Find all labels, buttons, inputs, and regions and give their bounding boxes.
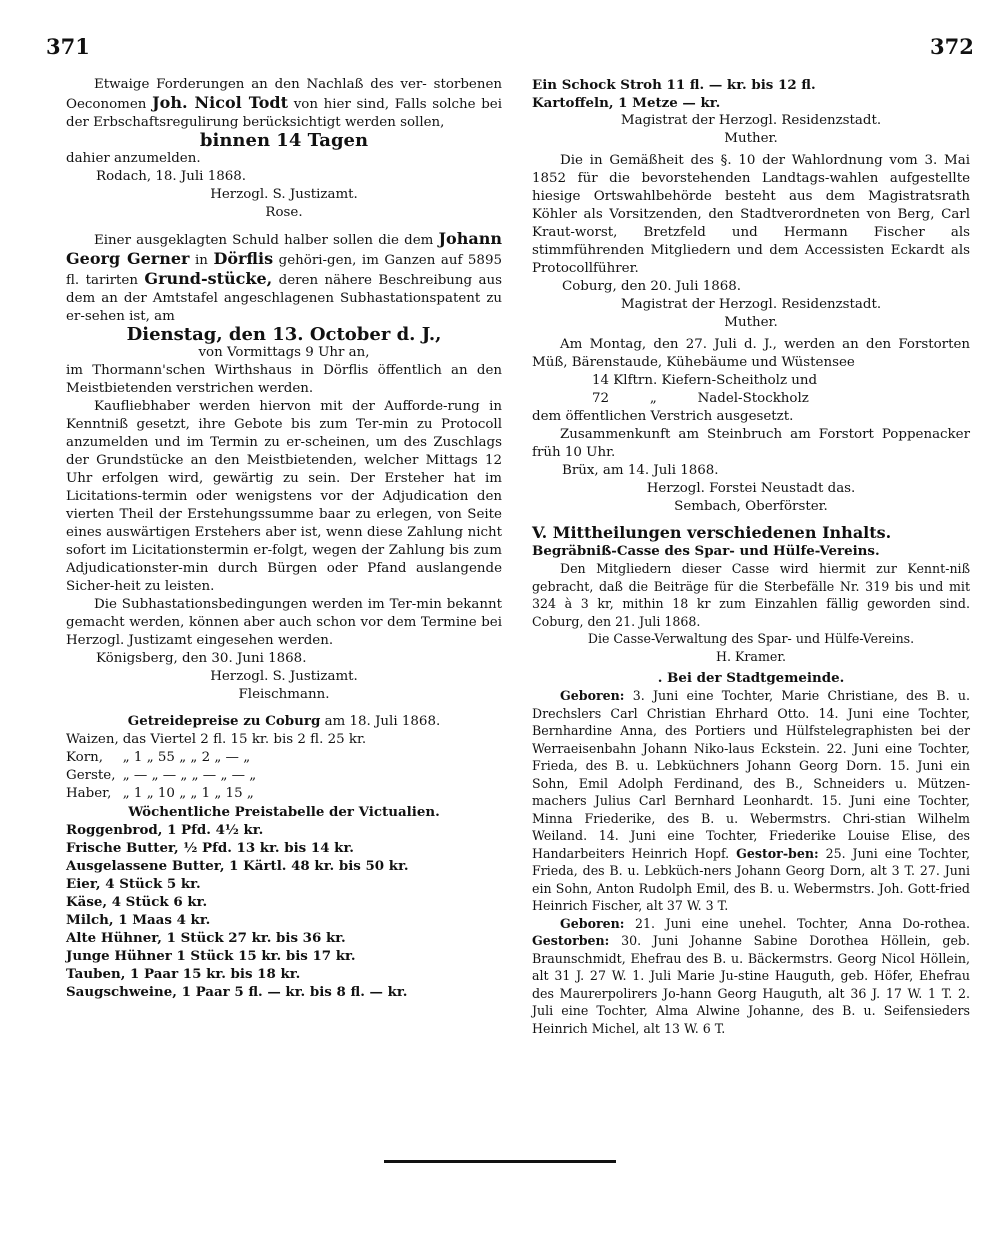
births-label: Geboren: bbox=[560, 688, 625, 703]
page-number-right: 372 bbox=[930, 34, 974, 59]
births-label: Geboren: bbox=[560, 915, 625, 931]
grain-name: Haber, bbox=[66, 786, 112, 801]
grain-name: Waizen, bbox=[66, 732, 119, 747]
auction-line: in bbox=[195, 253, 208, 268]
registry-entries bbox=[532, 687, 970, 915]
auction-time: von Vormittags 9 Uhr an, bbox=[198, 345, 370, 360]
auction-location: im Thormann'schen Wirthshaus in Dörflis öffentlich an den Meistbietenden verstrichen werden. bbox=[66, 363, 502, 396]
estate-signer: Rose. bbox=[265, 205, 303, 220]
estate-notice-line: Etwaige Forderungen an den Nachlaß des ver- bbox=[94, 77, 427, 92]
right-column bbox=[532, 76, 970, 1037]
list-item: Frische Butter, ½ Pfd. 13 kr. bis 14 kr. bbox=[66, 840, 354, 856]
election-signer: Muther. bbox=[724, 315, 778, 330]
auction-office: Herzogl. S. Justizamt. bbox=[210, 669, 358, 684]
forest-item-qty: 72 bbox=[592, 391, 610, 406]
grain-title-date: am 18. Juli 1868. bbox=[324, 714, 441, 729]
grain-name: Gerste, bbox=[66, 768, 116, 783]
grain-price: „ — „ — „ „ — „ — „ bbox=[122, 768, 257, 783]
forest-meeting: Zusammenkunft am Steinbruch am Forstort Poppenacker früh 10 Uhr. bbox=[532, 427, 970, 460]
forest-item bbox=[532, 390, 970, 408]
potato-price: Kartoffeln, 1 Metze — kr. bbox=[532, 95, 721, 111]
property-name: Grund-stücke, bbox=[144, 269, 273, 288]
table-row bbox=[66, 767, 370, 785]
left-column bbox=[66, 76, 502, 1001]
list-item: Roggenbrod, 1 Pfd. 4½ kr. bbox=[66, 822, 264, 838]
election-office: Magistrat der Herzogl. Residenzstadt. bbox=[620, 297, 882, 312]
list-item: Alte Hühner, 1 Stück 27 kr. bis 36 kr. bbox=[66, 930, 346, 946]
forest-signer: Sembach, Oberförster. bbox=[674, 499, 828, 514]
auction-signer: Fleischmann. bbox=[238, 687, 330, 702]
deaths-label: Gestor-ben: bbox=[736, 845, 819, 861]
births-text: 21. Juni eine unehel. Tochter, Anna Do-rothea. bbox=[635, 915, 970, 931]
auction-notice-text bbox=[66, 230, 502, 326]
section-subtitle: Begräbniß-Casse des Spar- und Hülfe-Vereins. bbox=[532, 543, 880, 559]
owner-name: Johann Georg Gerner bbox=[66, 229, 502, 268]
forest-item: 14 Klftrn. Kiefern-Scheitholz und bbox=[592, 373, 818, 388]
election-place-date: Coburg, den 20. Juli 1868. bbox=[562, 279, 742, 294]
grain-price: „ 1 „ 55 „ „ 2 „ — „ bbox=[122, 750, 251, 765]
table-row bbox=[66, 731, 370, 749]
forest-notice: Am Montag, den 27. Juli d. J., werden an den Forstorten Müß, Bärenstaude, Kühebäume und Wüstensee bbox=[532, 337, 970, 370]
auction-line: gehöri-gen, im Ganzen auf 5895 fl. tarirten bbox=[66, 253, 502, 288]
burial-fund-notice: Den Mitgliedern dieser Casse wird hiermit zur Kennt-niß gebracht, daß die Beiträge für die Sterbefälle Nr. 319 bis und mit 324 à 3 kr, mithin 18 kr zum Einzahlen fällig geworden sind. Coburg, den 21. Juli 1868. bbox=[532, 561, 970, 629]
victuals-list bbox=[66, 821, 502, 1001]
list-item: Junge Hühner 1 Stück 15 kr. bis 17 kr. bbox=[66, 948, 356, 964]
deadline-heading: binnen 14 Tagen bbox=[199, 130, 369, 151]
grain-price: das Viertel 2 fl. 15 kr. bis 2 fl. 25 kr. bbox=[122, 732, 367, 747]
grain-price: „ 1 „ 10 „ „ 1 „ 15 „ bbox=[122, 786, 254, 801]
list-item: Tauben, 1 Paar 15 kr. bis 18 kr. bbox=[66, 966, 301, 982]
estate-notice-line: von hier sind, Falls solche bei der Erbschaftsregulirung berücksichtigt werden sollen, bbox=[66, 97, 502, 130]
registry-entries-2 bbox=[532, 915, 970, 1038]
magistrate-office: Magistrat der Herzogl. Residenzstadt. bbox=[620, 113, 882, 128]
victuals-title: Wöchentliche Preistabelle der Victualien. bbox=[128, 804, 440, 820]
auction-terms: Kaufliebhaber werden hiervon mit der Aufforde-rung in Kenntniß gesetzt, ihre Gebote bis zum Ter-min zu Protocoll anzumelden und im Termin zu er-scheinen, um des Zuschlags der Grundstücke an den Meistbietenden, welcher Mittags 12 Uhr erfolgen wird, gewärtig zu sein. Der Ersteher hat im Licitations-termin oder wenigstens vor der Adjudication den vierten Theil der Erstehungssumme baar zu erlegen, von Seite eines auswärtigen Erstehers aber ist, wenn diese Zahlung nicht sofort im Licitationstermin er-folgt, wegen der Zahlung bis zum Adjudicationster-min durch Bürgen oder Pfand auslangende Sicher-heit zu leisten. bbox=[66, 399, 502, 594]
registry-title: . Bei der Stadtgemeinde. bbox=[657, 670, 845, 686]
auction-conditions: Die Subhastationsbedingungen werden im Ter-min bekannt gemacht werden, können aber auch schon vor dem Termine bei Herzogl. Justizamt eingesehen werden. bbox=[66, 597, 502, 648]
section-title: V. Mittheilungen verschiedenen Inhalts. bbox=[532, 523, 892, 542]
forest-item-kind: Nadel-Stockholz bbox=[697, 391, 809, 406]
list-item: Ausgelassene Butter, 1 Kärtl. 48 kr. bis 50 kr. bbox=[66, 858, 409, 874]
auction-line: Einer ausgeklagten Schuld halber sollen die dem bbox=[94, 233, 434, 248]
estate-place-date: Rodach, 18. Juli 1868. bbox=[96, 169, 247, 184]
estate-office: Herzogl. S. Justizamt. bbox=[210, 187, 358, 202]
deaths-label: Gestorben: bbox=[532, 933, 610, 948]
page-end-rule bbox=[384, 1160, 616, 1163]
burial-fund-signer: H. Kramer. bbox=[716, 648, 786, 664]
list-item: Saugschweine, 1 Paar 5 fl. — kr. bis 8 fl. — kr. bbox=[66, 984, 408, 1000]
list-item: Eier, 4 Stück 5 kr. bbox=[66, 876, 201, 892]
births-text: 3. Juni eine Tochter, Marie Christiane, des B. u. Drechslers Carl Christian Ehrhard Otto. 14. Juni eine Tochter, Bernhardine Anna, des Portiers und Hülfstelegraphisten bei der Werraeisenbahn Johann Niko-laus Eckstein. 22. Juni eine Tochter, Frieda, des B. u. Lebküchners Johann Georg Dorn. 15. Juni ein Sohn, Emil Adolph Ferdinand, des B., Schneiders u. Mützen-machers Julius Carl Bernhard Leonhardt. 15. Juni eine Tochter, Minna Friederike, des B. u. Webermstrs. Chri-stian Wilhelm Weiland. 14. Juni eine Tochter, Friederike Louise Elise, des Handarbeiters Heinrich Hopf. bbox=[532, 688, 970, 861]
forest-office: Herzogl. Forstei Neustadt das. bbox=[646, 481, 856, 496]
grain-name: Korn, bbox=[66, 750, 103, 765]
list-item: Milch, 1 Maas 4 kr. bbox=[66, 912, 211, 928]
list-item: Käse, 4 Stück 6 kr. bbox=[66, 894, 208, 910]
forest-place-date: Brüx, am 14. Juli 1868. bbox=[562, 463, 719, 478]
village-name: Dörflis bbox=[213, 249, 274, 268]
grain-prices-title bbox=[66, 712, 502, 731]
magistrate-signer: Muther. bbox=[724, 131, 778, 146]
table-row bbox=[66, 785, 370, 803]
deaths-text: 30. Juni Johanne Sabine Dorothea Höllein, geb. Braunschmidt, Ehefrau des B. u. Bäckermstrs. Georg Nicol Höllein, alt 31 J. 27 W. 1. Juli Marie Ju-stine Hauguth, geb. Höfer, Ehefrau des Maurerpolirers Jo-hann Georg Hauguth, alt 36 J. 17 W. 1 T. 2. Juli eine Tochter, Alma Alwine Johanne, des B. u. Seifensieders Heinrich Michel, alt 13 W. 6 T. bbox=[532, 933, 970, 1036]
auction-place-date: Königsberg, den 30. Juni 1868. bbox=[96, 651, 307, 666]
forest-notice-closing: dem öffentlichen Verstrich ausgesetzt. bbox=[532, 409, 794, 424]
burial-fund-office: Die Casse-Verwaltung des Spar- und Hülfe-Vereins. bbox=[587, 631, 915, 646]
estate-notice-line: storbenen Oeconomen bbox=[66, 77, 502, 112]
table-row bbox=[66, 749, 370, 767]
straw-price: Ein Schock Stroh 11 fl. — kr. bis 12 fl. bbox=[532, 77, 816, 93]
grain-prices-table bbox=[66, 731, 370, 803]
deceased-name: Joh. Nicol Todt bbox=[152, 93, 289, 112]
auction-line: deren nähere Beschreibung aus dem an der Amtstafel angeschlagenen Subhastationspatent zu er-sehen ist, am bbox=[66, 273, 503, 324]
grain-title-main: Getreidepreise zu Coburg bbox=[127, 713, 321, 729]
page-number-left: 371 bbox=[46, 34, 90, 59]
forest-item-ditto: „ bbox=[649, 391, 657, 406]
auction-date: Dienstag, den 13. October d. J., bbox=[126, 324, 442, 345]
election-notice: Die in Gemäßheit des §. 10 der Wahlordnung vom 3. Mai 1852 für die bevorstehenden Landtags-wahlen aufgestellte hiesige Ortswahlbehörde besteht aus dem Magistratsrath Köhler als Vorsitzenden, den Stadtverordneten von Berg, Carl Kraut-worst, Bretzfeld und Hermann Fischer als stimmführenden Mitgliedern und dem Accessisten Eckardt als Protocollführer. bbox=[532, 153, 970, 276]
estate-notice-text bbox=[66, 76, 502, 132]
estate-notice-closing: dahier anzumelden. bbox=[66, 151, 201, 166]
deaths-text: 25. Juni eine Tochter, Frieda, des B. u. Lebküch-ners Johann Georg Dorn, alt 3 T. 27. Juni ein Sohn, Anton Rudolph Emil, des B. u. Webermstrs. Joh. Gott-fried Heinrich Fischer, alt 37 W. 3 T. bbox=[532, 845, 971, 913]
